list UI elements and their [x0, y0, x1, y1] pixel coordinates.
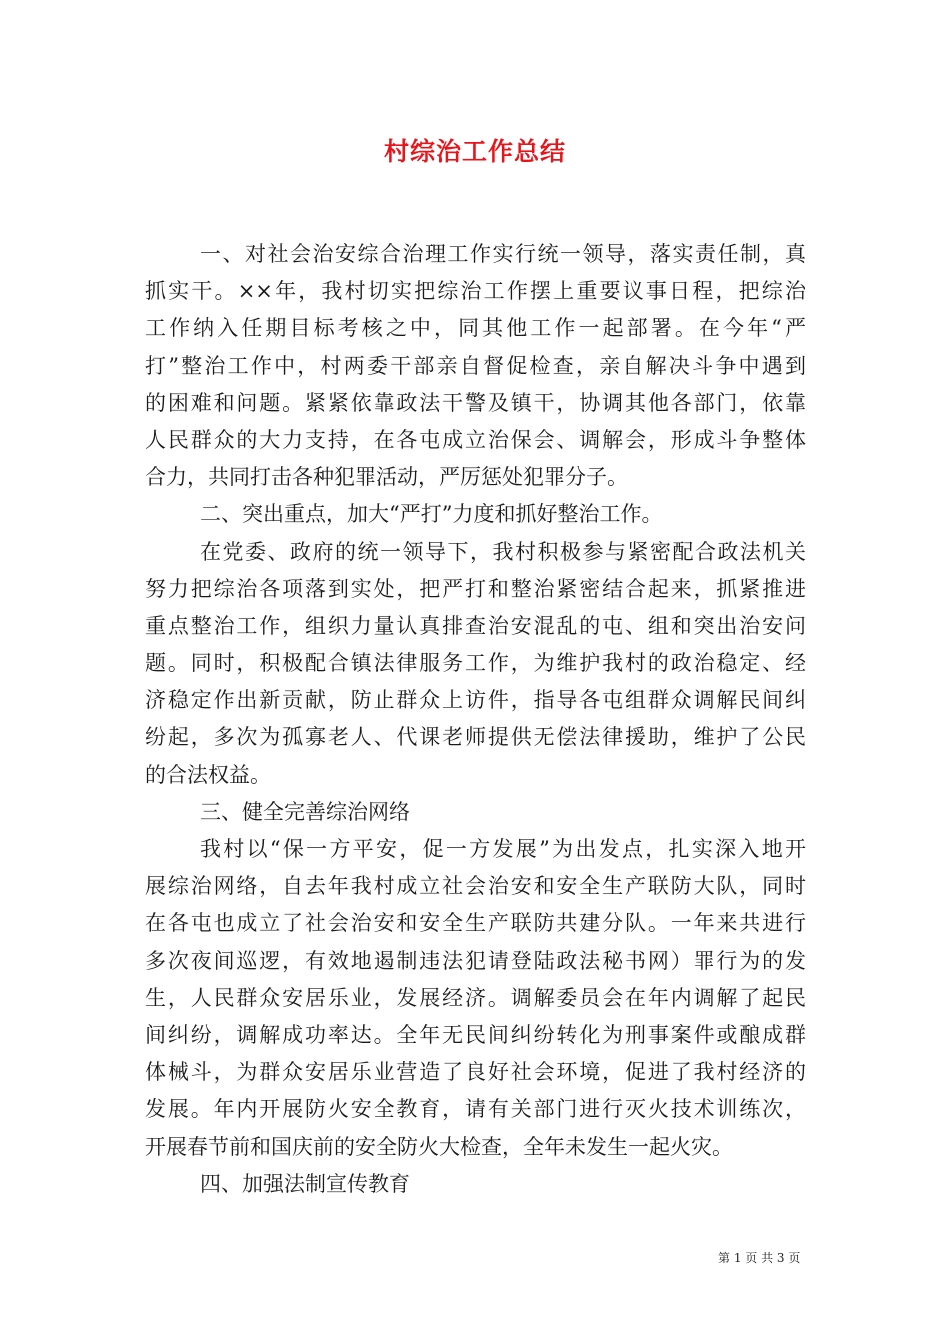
text-line: 间纠纷，调解成功率达。全年无民间纠纷转化为刑事案件或酿成群 — [145, 1022, 806, 1047]
text-line: 济稳定作出新贡献，防止群众上访件，指导各屯组群众调解民间纠 — [145, 688, 806, 713]
text-line: 展综治网络，自去年我村成立社会治安和安全生产联防大队，同时 — [145, 874, 806, 899]
text-line: 体械斗，为群众安居乐业营造了良好社会环境，促进了我村经济的 — [145, 1060, 806, 1085]
page-number-footer: 第 1 页 共 3 页 — [718, 1251, 801, 1265]
text-line: 纷起，多次为孤寡老人、代课老师提供无偿法律援助，维护了公民 — [145, 725, 806, 750]
text-line: 合力，共同打击各种犯罪活动，严厉惩处犯罪分子。 — [145, 465, 628, 490]
text-line: 开展春节前和国庆前的安全防火大检查，全年未发生一起火灾。 — [145, 1134, 733, 1159]
text-line: 二、突出重点，加大“严打”力度和抓好整治工作。 — [200, 502, 663, 527]
text-line: 抓实干。××年，我村切实把综治工作摆上重要议事日程，把综治 — [145, 279, 806, 304]
text-line: 在各屯也成立了社会治安和安全生产联防共建分队。一年来共进行 — [145, 911, 806, 936]
text-line: 打”整治工作中，村两委干部亲自督促检查，亲自解决斗争中遇到 — [145, 353, 806, 378]
text-line: 生，人民群众安居乐业，发展经济。调解委员会在年内调解了起民 — [145, 985, 806, 1010]
text-line: 四、加强法制宣传教育 — [200, 1171, 410, 1196]
text-line: 一、对社会治安综合治理工作实行统一领导，落实责任制，真 — [200, 242, 806, 266]
text-line: 重点整治工作，组织力量认真排查治安混乱的屯、组和突出治安问 — [145, 613, 806, 638]
text-line: 努力把综治各项落到实处，把严打和整治紧密结合起来，抓紧推进 — [145, 576, 806, 601]
document-title: 村综治工作总结 — [383, 137, 566, 166]
text-line: 工作纳入任期目标考核之中，同其他工作一起部署。在今年“严 — [145, 316, 806, 341]
text-line: 三、健全完善综治网络 — [200, 799, 410, 824]
document-body — [145, 236, 806, 1203]
text-line: 我村以“保一方平安，促一方发展”为出发点，扎实深入地开 — [200, 837, 806, 861]
text-line: 发展。年内开展防火安全教育，请有关部门进行灭火技术训练次， — [145, 1097, 806, 1122]
text-line: 题。同时，积极配合镇法律服务工作，为维护我村的政治稳定、经 — [145, 651, 806, 676]
text-line: 人民群众的大力支持，在各屯成立治保会、调解会，形成斗争整体 — [145, 427, 806, 452]
text-line: 在党委、政府的统一领导下，我村积极参与紧密配合政法机关 — [200, 539, 806, 564]
text-line: 的合法权益。 — [145, 762, 271, 787]
text-line: 多次夜间巡逻，有效地遏制违法犯请登陆政法秘书网）罪行为的发 — [145, 948, 806, 973]
text-line: 的困难和问题。紧紧依靠政法干警及镇干，协调其他各部门，依靠 — [145, 390, 806, 415]
